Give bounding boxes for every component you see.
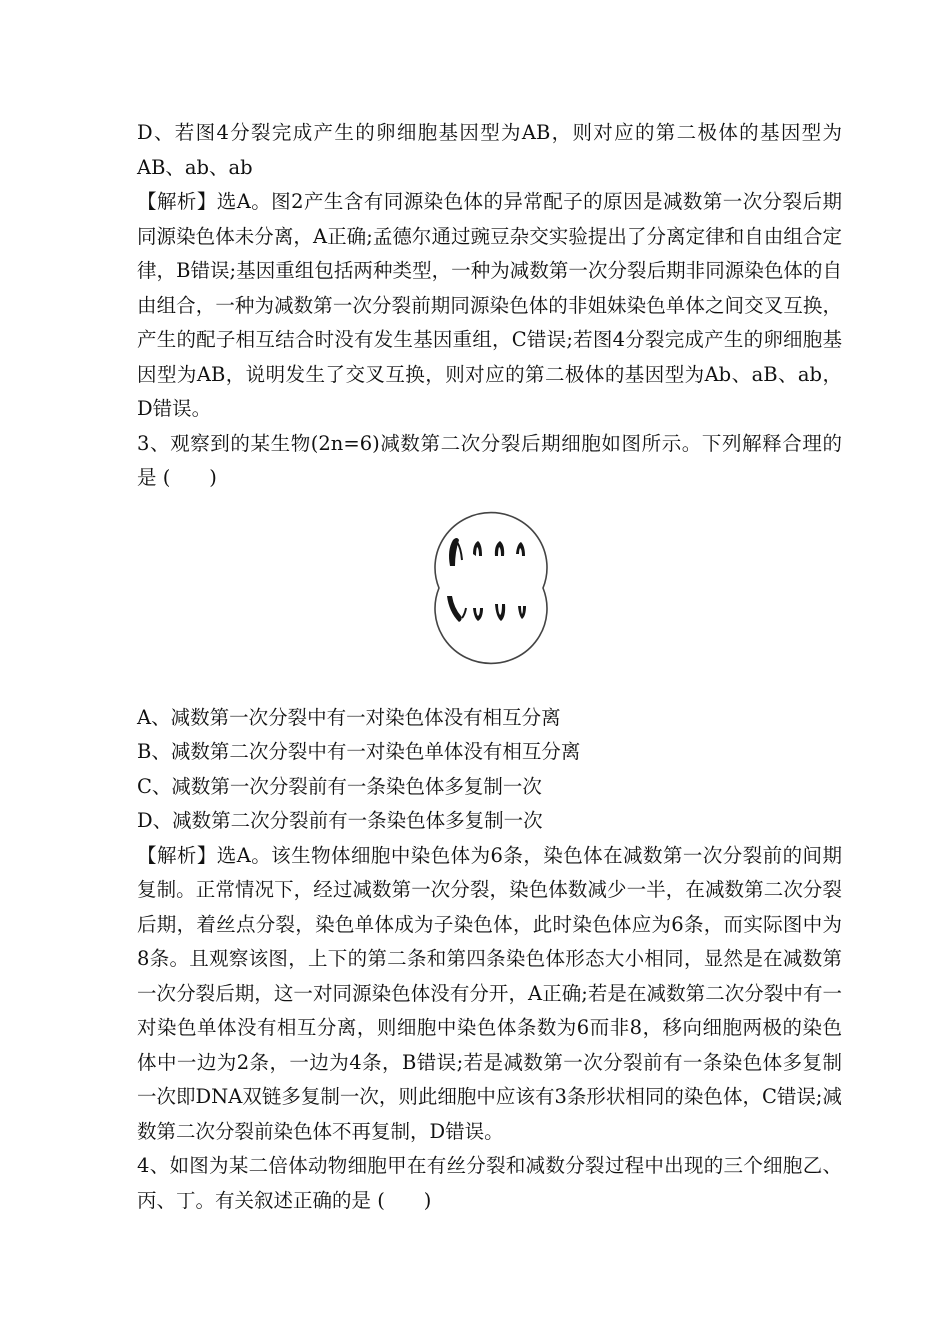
document-page xyxy=(137,116,842,1218)
q3-option-a: A、减数第一次分裂中有一对染色体没有相互分离 xyxy=(137,705,561,729)
upper-chromosomes xyxy=(449,538,525,566)
cell-membrane xyxy=(435,512,547,663)
chromosome xyxy=(447,596,462,622)
chromosome xyxy=(518,606,526,619)
q3-option-d: D、减数第二次分裂前有一条染色体多复制一次 xyxy=(137,809,543,832)
lower-chromosomes xyxy=(447,596,526,622)
q3-analysis: 【解析】选A。该生物体细胞中染色体为6条，染色体在减数第一次分裂前的间期复制。正常情况下，经过减数第一次分裂，染色体数减少一半，在减数第二次分裂后期，着丝点分裂，染色单体成为子染色体，此时染色体应为6条，而实际图中为8条。且观察该图，上下的第二条和第四条染色体形态大小相同，显然是在减数第一次分裂后期，这一对同源染色体没有分开，A正确;若是在减数第二次分裂中有一对染色单体没有相互分离，则细胞中染色体条数为6而非8，移向细胞两极的染色体中一边为2条，一边为4条，B错误;若是减数第一次分裂前有一条染色体多复制一次即DNA双链多复制一次，则此细胞中应该有3条形状相同的染色体，C错误;减数第二次分裂前染色体不再复制，D错误。 xyxy=(137,843,842,1143)
chromosome xyxy=(473,541,482,556)
chromosome xyxy=(495,604,505,621)
chromosome xyxy=(473,608,483,621)
q3-stem: 3、观察到的某生物(2n=6)减数第二次分裂后期细胞如图所示。下列解释合理的是 ( ) xyxy=(137,431,842,489)
chromosome xyxy=(495,541,504,556)
q2-analysis: 【解析】选A。图2产生含有同源染色体的异常配子的原因是减数第一次分裂后期同源染色体未分离，A正确;孟德尔通过豌豆杂交实验提出了分离定律和自由组合定律，B错误;基因重组包括两种类型，一种为减数第一次分裂后期非同源染色体的自由组合，一种为减数第一次分裂前期同源染色体的非姐妹染色单体之间交叉互换，产生的配子相互结合时没有发生基因重组，C错误;若图4分裂完成产生的卵细胞基因型为AB，说明发生了交叉互换，则对应的第二极体的基因型为Ab、aB、ab，D错误。 xyxy=(137,190,842,420)
q3-option-b: B、减数第二次分裂中有一对染色单体没有相互分离 xyxy=(137,740,581,763)
cell-figure xyxy=(137,496,842,701)
q3-option-c: C、减数第一次分裂前有一条染色体多复制一次 xyxy=(137,774,542,798)
q2-option-d: D、若图4分裂完成产生的卵细胞基因型为AB，则对应的第二极体的基因型为AB、ab、ab xyxy=(137,121,842,179)
chromosome xyxy=(516,542,525,556)
q4-stem: 4、如图为某二倍体动物细胞甲在有丝分裂和减数分裂过程中出现的三个细胞乙、丙、丁。有关叙述正确的是 ( ) xyxy=(137,1154,842,1212)
anaphase-cell-diagram xyxy=(429,504,554,689)
